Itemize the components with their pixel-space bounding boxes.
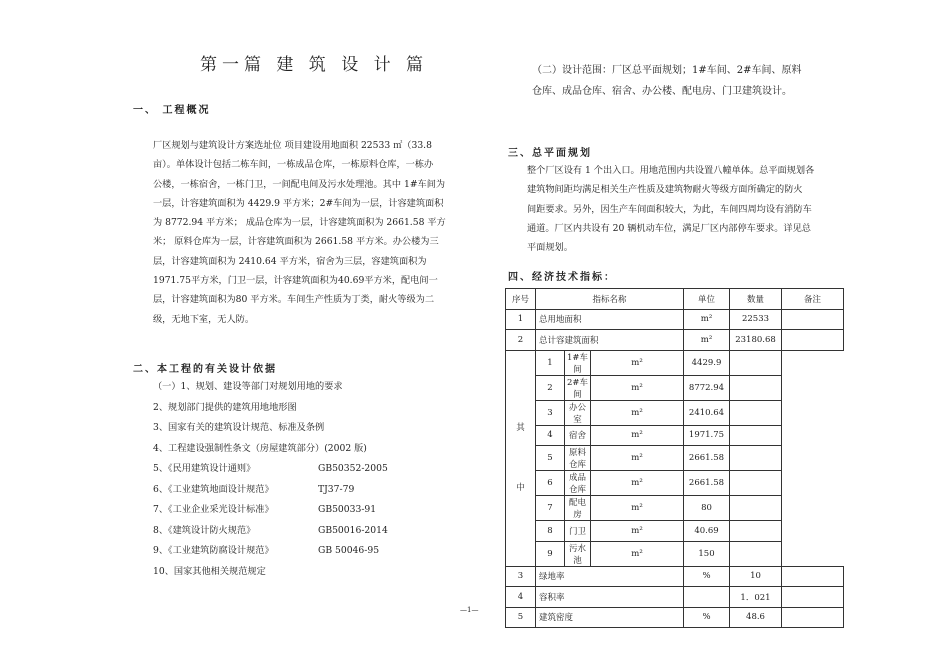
basis-item	[153, 480, 483, 501]
overview-line: 公楼，一栋宿舍，一栋门卫，一间配电间及污水处理池。其中 1#车间为	[153, 178, 446, 190]
overview-paragraph	[153, 136, 446, 329]
basis-item-text: 10、国家其他相关规范规定	[153, 565, 266, 577]
cell-qty: 1．021	[730, 587, 782, 608]
cell-qty: 2410.64	[684, 400, 730, 425]
cell-qty: 23180.68	[730, 330, 782, 351]
header-unit: 单位	[684, 289, 730, 310]
table-row	[506, 446, 844, 471]
cell-qty: 8772.94	[684, 375, 730, 400]
site-plan-line: 建筑物间距均满足相关生产性质及建筑物耐火等级方面所确定的防火	[527, 184, 803, 196]
cell-name: 总计容建筑面积	[536, 330, 684, 351]
cell-no: 4	[506, 587, 536, 608]
cell-remark	[730, 471, 782, 496]
cell-sub-no: 8	[536, 521, 565, 542]
table-row	[506, 496, 844, 521]
cell-remark	[730, 375, 782, 400]
cell-qty: 10	[730, 566, 782, 587]
cell-name: 1#车间	[565, 350, 591, 375]
basis-item-code: GB50016-2014	[318, 524, 388, 536]
page-title: 第一篇 建 筑 设 计 篇	[200, 55, 429, 75]
table-row	[506, 471, 844, 496]
basis-item	[153, 459, 483, 480]
cell-no: 1	[506, 309, 536, 330]
cell-qty: 2661.58	[684, 446, 730, 471]
table-row	[506, 521, 844, 542]
basis-item-text: 2、规划部门提供的建筑用地地形图	[153, 401, 297, 413]
basis-item-text: 7、《工业企业采光设计标准》	[153, 504, 274, 515]
site-plan-line: 整个厂区设有 1 个出入口。用地范围内共设置八幢单体。总平面规划各	[527, 165, 815, 176]
overview-line: 1971.75平方米，门卫一层，计容建筑面积为40.69平方米，配电间一	[153, 275, 438, 287]
group-label-1: 其	[516, 423, 525, 433]
cell-name: 宿舍	[565, 425, 591, 446]
table-row	[506, 541, 844, 566]
cell-remark	[782, 607, 844, 628]
cell-sub-no: 6	[536, 471, 565, 496]
table-row	[506, 330, 844, 351]
cell-remark	[730, 521, 782, 542]
basis-item-code: GB50352-2005	[318, 463, 388, 474]
cell-remark	[782, 566, 844, 587]
page-number: —1—	[460, 606, 479, 614]
cell-qty: 2661.58	[684, 471, 730, 496]
cell-name: 办公室	[565, 400, 591, 425]
cell-sub-no: 9	[536, 541, 565, 566]
basis-item	[153, 439, 483, 460]
cell-qty: 80	[684, 496, 730, 521]
overview-line: 为 8772.94 平方米； 成品仓库为一层，计容建筑面积为 2661.58 平方	[153, 217, 446, 229]
header-remark: 备注	[782, 289, 844, 310]
cell-name: 成品仓库	[565, 471, 591, 496]
cell-unit: m²	[591, 446, 684, 471]
cell-unit: m²	[591, 425, 684, 446]
site-plan-line: 通道。厂区内共设有 20 辆机动车位，满足厂区内部停车要求。详见总	[527, 222, 811, 234]
group-label-cell	[506, 350, 536, 566]
cell-remark	[730, 446, 782, 471]
overview-line: 米； 原料仓库为一层，计容建筑面积为 2661.58 平方米。办公楼为三	[153, 236, 439, 248]
basis-item-text: （一）1、规划、建设等部门对规划用地的要求	[153, 381, 343, 392]
cell-sub-no: 1	[536, 350, 565, 375]
table-row	[506, 309, 844, 330]
overview-line: 层，计容建筑面积为80 平方米。车间生产性质为丁类，耐火等级为二	[153, 294, 435, 306]
cell-no: 5	[506, 607, 536, 628]
cell-name: 配电房	[565, 496, 591, 521]
site-plan-line: 间距要求。另外，因生产车间面积较大，为此，车间四周均设有消防车	[527, 203, 812, 215]
site-plan-paragraph	[527, 161, 814, 257]
basis-item-text: 6、《工业建筑地面设计规范》	[153, 483, 274, 495]
cell-remark	[730, 350, 782, 375]
cell-unit: m²	[591, 496, 684, 521]
basis-list	[153, 377, 483, 582]
cell-qty: 48.6	[730, 607, 782, 628]
basis-item	[153, 377, 483, 398]
cell-sub-no: 3	[536, 400, 565, 425]
table-row	[506, 400, 844, 425]
basis-item-text: 5、《民用建筑设计通则》	[153, 463, 256, 474]
header-qty: 数量	[730, 289, 782, 310]
table-row	[506, 350, 844, 375]
cell-sub-no: 2	[536, 375, 565, 400]
cell-unit: m²	[591, 375, 684, 400]
table-row	[506, 587, 844, 608]
cell-qty: 1971.75	[684, 425, 730, 446]
header-no: 序号	[506, 289, 536, 310]
cell-unit	[684, 587, 730, 608]
cell-unit: %	[684, 566, 730, 587]
basis-item-code: GB 50046-95	[318, 545, 380, 556]
cell-remark	[782, 330, 844, 351]
basis-item	[153, 418, 483, 439]
table-header-row	[506, 289, 844, 310]
cell-unit: m²	[591, 541, 684, 566]
cell-sub-no: 5	[536, 446, 565, 471]
scope-line: 仓库、成品仓库、宿舍、办公楼、配电房、门卫建筑设计。	[532, 86, 792, 97]
overview-line: 一层，计容建筑面积为 4429.9 平方米；2#车间为一层，计容建筑面积	[153, 197, 444, 209]
cell-no: 3	[506, 566, 536, 587]
overview-line: 级，无地下室，无人防。	[153, 313, 255, 325]
cell-unit: m²	[591, 400, 684, 425]
basis-item	[153, 521, 483, 542]
group-label-2: 中	[516, 483, 525, 493]
cell-remark	[782, 309, 844, 330]
scope-paragraph	[532, 60, 801, 102]
section-heading-indicators: 四、经济技术指标：	[508, 272, 616, 283]
basis-item-text: 3、国家有关的建筑设计规范、标准及条例	[153, 422, 325, 433]
cell-qty: 150	[684, 541, 730, 566]
basis-item-text: 4、工程建设强制性条文（房屋建筑部分）(2002 版)	[153, 442, 367, 454]
basis-item-code: GB50033-91	[318, 504, 377, 515]
cell-name: 污水池	[565, 541, 591, 566]
cell-no: 2	[506, 330, 536, 351]
site-plan-line: 平面规划。	[527, 242, 573, 254]
scope-line: （二）设计范围：厂区总平面规划；1#车间、2#车间、原料	[532, 65, 802, 76]
cell-unit: %	[684, 607, 730, 628]
section-heading-site-plan: 三、总平面规划	[508, 148, 592, 159]
basis-item-text: 9、《工业建筑防腐设计规范》	[153, 545, 274, 556]
cell-name: 绿地率	[536, 566, 684, 587]
cell-sub-no: 7	[536, 496, 565, 521]
basis-item-text: 8、《建筑设计防火规范》	[153, 524, 256, 536]
table-row	[506, 425, 844, 446]
overview-line: 层，计容建筑面积为 2410.64 平方米，宿舍为三层，容建筑面积为	[153, 255, 427, 267]
cell-unit: m²	[591, 350, 684, 375]
cell-name: 门卫	[565, 521, 591, 542]
cell-remark	[730, 425, 782, 446]
basis-item	[153, 541, 483, 562]
cell-unit: m²	[684, 330, 730, 351]
cell-qty: 22533	[730, 309, 782, 330]
cell-remark	[730, 400, 782, 425]
cell-name: 总用地面积	[536, 309, 684, 330]
cell-qty: 4429.9	[684, 350, 730, 375]
cell-unit: m²	[591, 521, 684, 542]
cell-sub-no: 4	[536, 425, 565, 446]
cell-name: 原料仓库	[565, 446, 591, 471]
cell-unit: m²	[591, 471, 684, 496]
cell-qty: 40.69	[684, 521, 730, 542]
table-row	[506, 607, 844, 628]
overview-line: 亩）。单体设计包括二栋车间，一栋成品仓库，一栋原料仓库，一栋办	[153, 159, 434, 171]
basis-item	[153, 500, 483, 521]
cell-remark	[730, 496, 782, 521]
overview-line: 厂区规划与建筑设计方案选址位 项目建设用地面积 22533 ㎡（33.8	[153, 140, 432, 151]
basis-item	[153, 398, 483, 419]
table-row	[506, 566, 844, 587]
indicators-table	[505, 288, 844, 628]
section-heading-overview: 一、 工程概况	[133, 105, 211, 116]
basis-item	[153, 562, 483, 583]
cell-remark	[730, 541, 782, 566]
section-heading-basis: 二、本工程的有关设计依据	[133, 364, 277, 375]
cell-remark	[782, 587, 844, 608]
basis-item-code: TJ37-79	[318, 483, 355, 495]
table-row	[506, 375, 844, 400]
header-name: 指标名称	[536, 289, 684, 310]
cell-unit: m²	[684, 309, 730, 330]
cell-name: 2#车间	[565, 375, 591, 400]
cell-name: 容积率	[536, 587, 684, 608]
cell-name: 建筑密度	[536, 607, 684, 628]
